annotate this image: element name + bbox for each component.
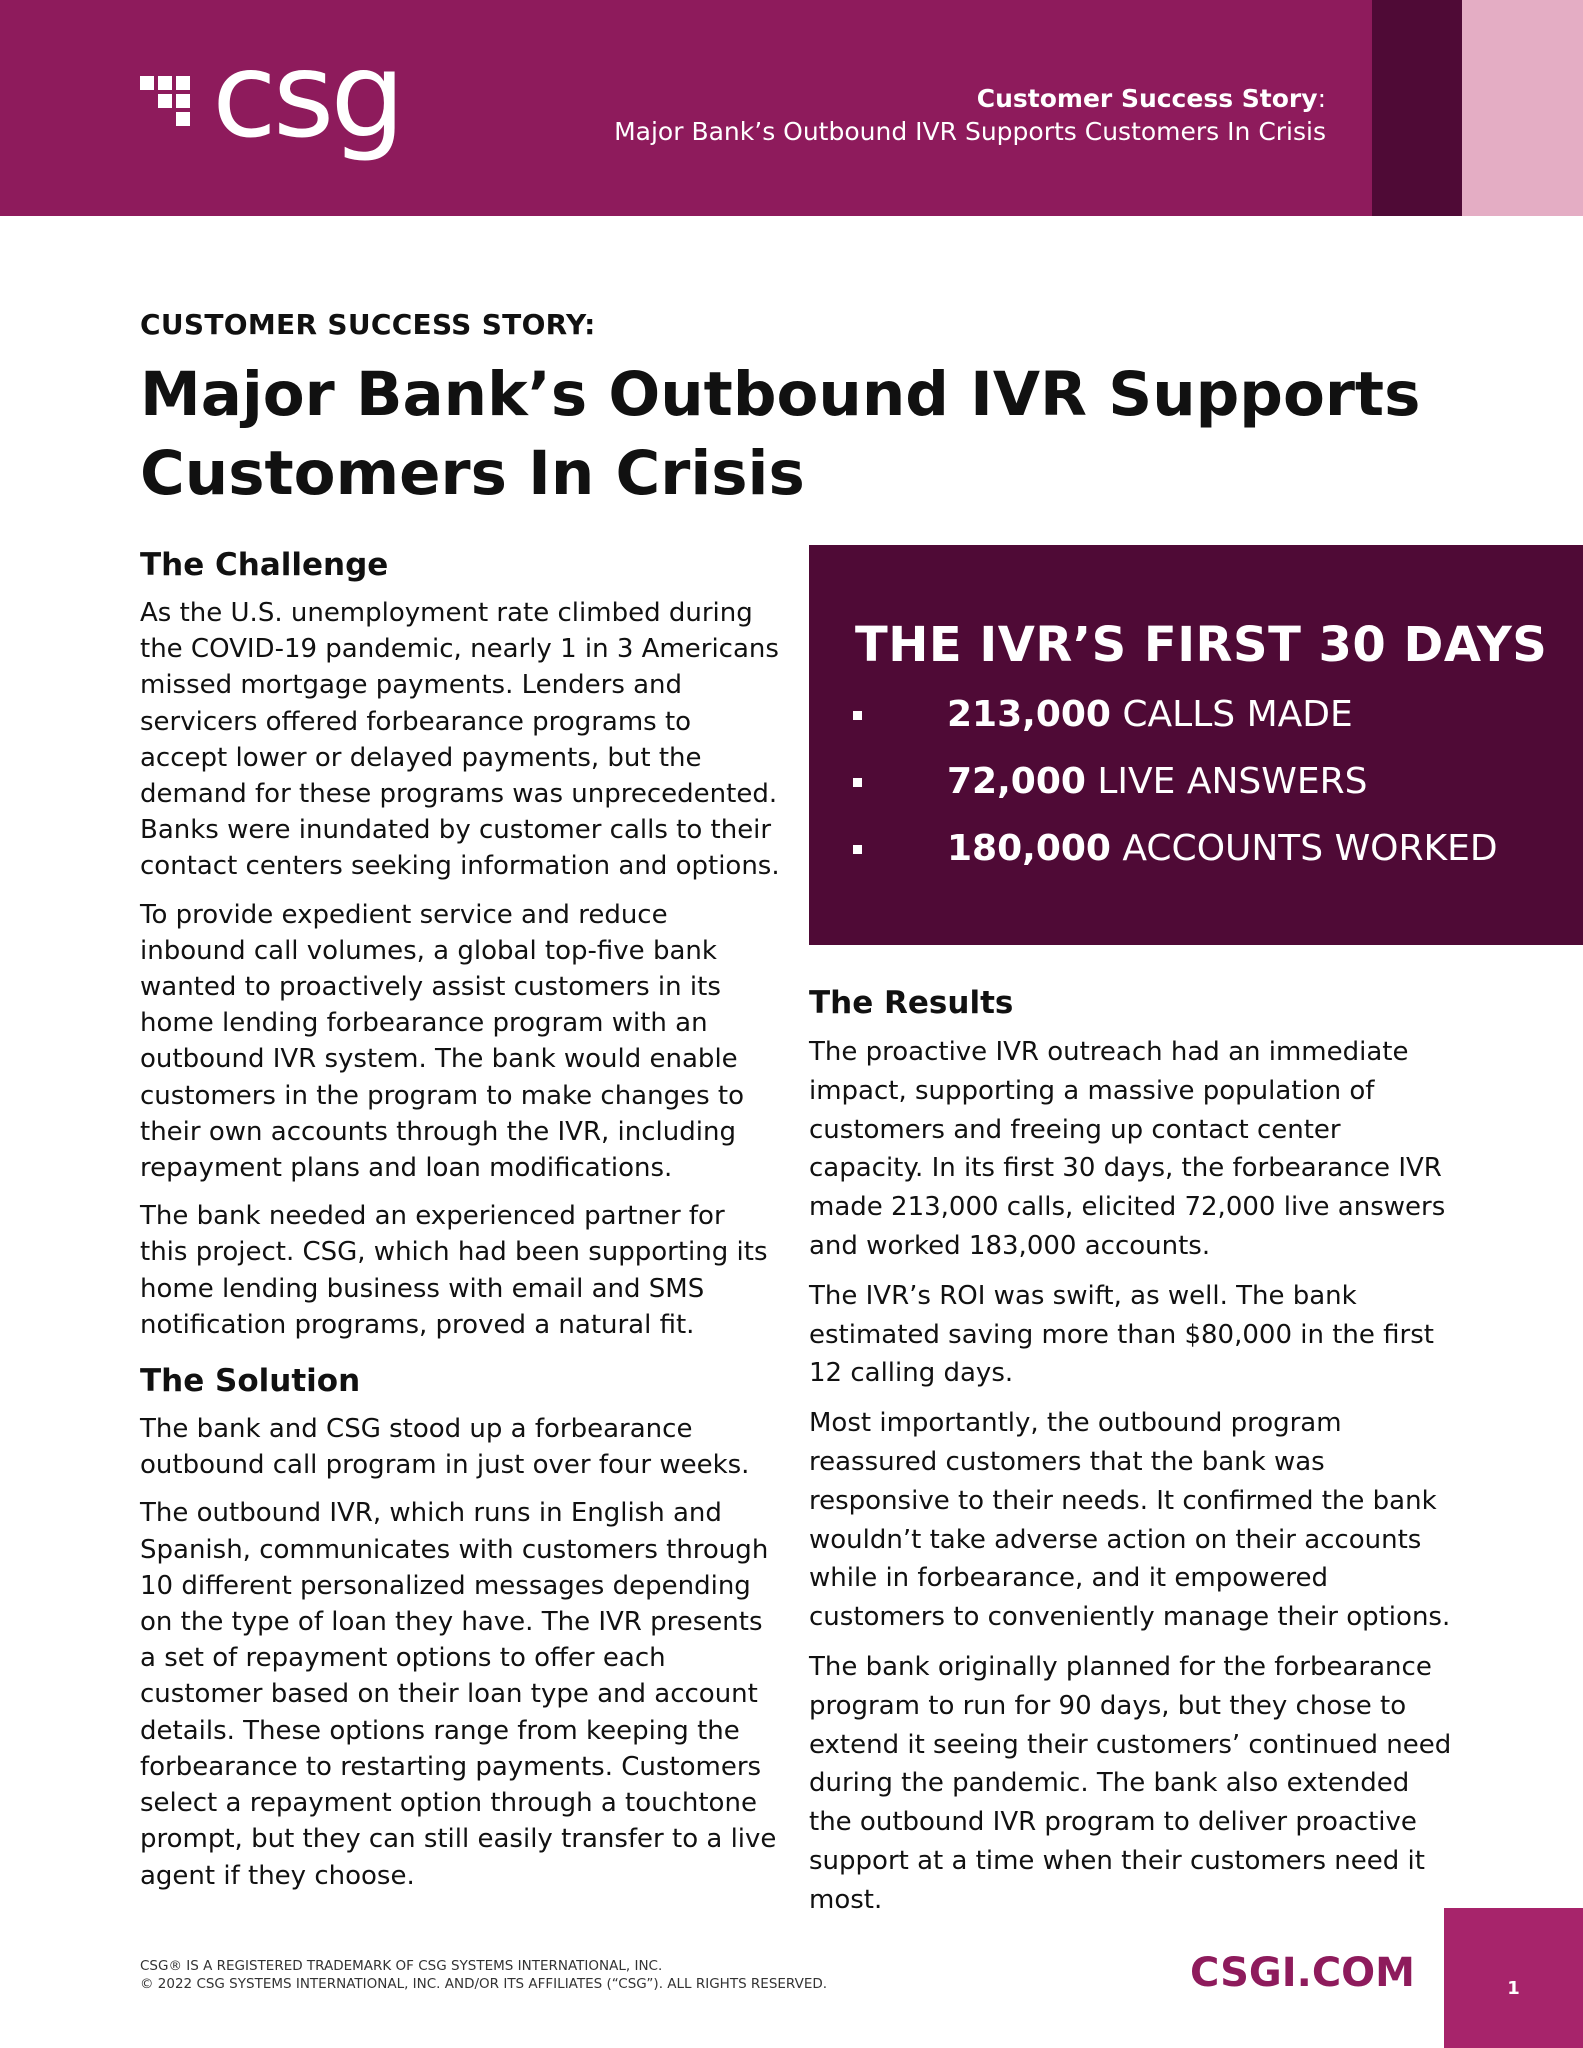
stats-title: THE IVR’S FIRST 30 DAYS (855, 617, 1548, 673)
footer-trademark: CSG® IS A REGISTERED TRADEMARK OF CSG SYSTEMS INTERNATIONAL, INC. (140, 1958, 663, 1974)
square-bullet-icon (853, 778, 862, 787)
stat-value: 180,000 (947, 828, 1111, 869)
challenge-paragraph: The bank needed an experienced partner for this project. CSG, which had been supporting its home lending business with email and SMS notification programs, proved a natural fit. (140, 1201, 768, 1340)
challenge-heading: The Challenge (140, 547, 389, 583)
results-paragraph: The IVR’s ROI was swift, as well. The bank estimated saving more than $80,000 in the first 12 calling days. (809, 1280, 1434, 1389)
page-number: 1 (1507, 1978, 1520, 1999)
stat-label: ACCOUNTS WORKED (1122, 828, 1498, 869)
challenge-paragraph: To provide expedient service and reduce inbound call volumes, a global top-five bank wanted to proactively assist customers in its home lending forbearance program with an outbound IVR system. The bank would enable customers in the program to make changes to their own accounts through the IVR, including repayment plans and loan modifications. (140, 899, 745, 1184)
header-accent-light (1462, 0, 1583, 216)
stat-label: LIVE ANSWERS (1097, 761, 1368, 802)
header-story-colon: : (1317, 84, 1326, 113)
results-paragraph: Most importantly, the outbound program reassured customers that the bank was responsive to their needs. It confirmed the bank wouldn’t take adverse action on their accounts while in forbearance, and it empowered customers to conveniently manage their options. (809, 1408, 1451, 1633)
footer-copyright: © 2022 CSG SYSTEMS INTERNATIONAL, INC. AND/OR ITS AFFILIATES (“CSG”). ALL RIGHTS RESERVED. (140, 1976, 828, 1992)
results-paragraph: The proactive IVR outreach had an immediate impact, supporting a massive population of customers and freeing up contact center capacity. In its first 30 days, the forbearance IVR made 213,000 calls, elicited 72,000 live answers and worked 183,000 accounts. (809, 1037, 1446, 1261)
solution-heading: The Solution (140, 1363, 361, 1400)
page-kicker: CUSTOMER SUCCESS STORY: (140, 308, 596, 341)
solution-paragraph: The outbound IVR, which runs in English and Spanish, communicates with customers through 10 different personalized messages depending on the type of loan they have. The IVR presents a set of repayment options to offer each customer based on their loan type and account details. These options range from keeping the forbearance to restarting payments. Customers select a repayment option through a touchtone prompt, but they can still easily transfer to a live agent if they choose. (140, 1498, 777, 1891)
page-title: Major Bank’s Outbound IVR Supports Customers In Crisis (140, 359, 1421, 509)
challenge-paragraph: As the U.S. unemployment rate climbed during the COVID-19 pandemic, nearly 1 in 3 Americans missed mortgage payments. Lenders and servicers offered forbearance programs to accept lower or delayed payments, but the demand for these programs was unprecedented. Banks were inundated by customer calls to their contact centers seeking information and options. (140, 598, 780, 882)
header-story-label (614, 82, 1326, 148)
results-paragraph: The bank originally planned for the forbearance program to run for 90 days, but they chose to extend it seeing their customers’ continued need during the pandemic. The bank also extended the outbound IVR program to deliver proactive support at a time when their customers need it most. (809, 1651, 1452, 1915)
footer-legal (140, 1957, 827, 1993)
csg-logo-text: csg (212, 26, 402, 164)
header-band (0, 0, 1583, 216)
header-story-kicker: Customer Success Story (976, 84, 1318, 113)
stat-value: 72,000 (947, 761, 1086, 802)
results-heading: The Results (809, 985, 1014, 1021)
right-column (809, 983, 1459, 1931)
stats-callout (809, 545, 1583, 945)
solution-paragraph: The bank and CSG stood up a forbearance outbound call program in just over four weeks. (140, 1414, 750, 1481)
stat-label: CALLS MADE (1122, 694, 1353, 735)
header-story-subtitle: Major Bank’s Outbound IVR Supports Customers In Crisis (614, 117, 1326, 146)
header-accent-dark (1372, 0, 1462, 216)
square-bullet-icon (853, 845, 862, 854)
csg-logo-mark-icon (140, 76, 200, 136)
page-number-tab (1444, 1908, 1583, 2048)
stat-value: 213,000 (947, 694, 1111, 735)
footer-url-link[interactable]: CSGI.COM (1190, 1950, 1415, 1996)
square-bullet-icon (853, 711, 862, 720)
left-column (140, 545, 780, 1906)
